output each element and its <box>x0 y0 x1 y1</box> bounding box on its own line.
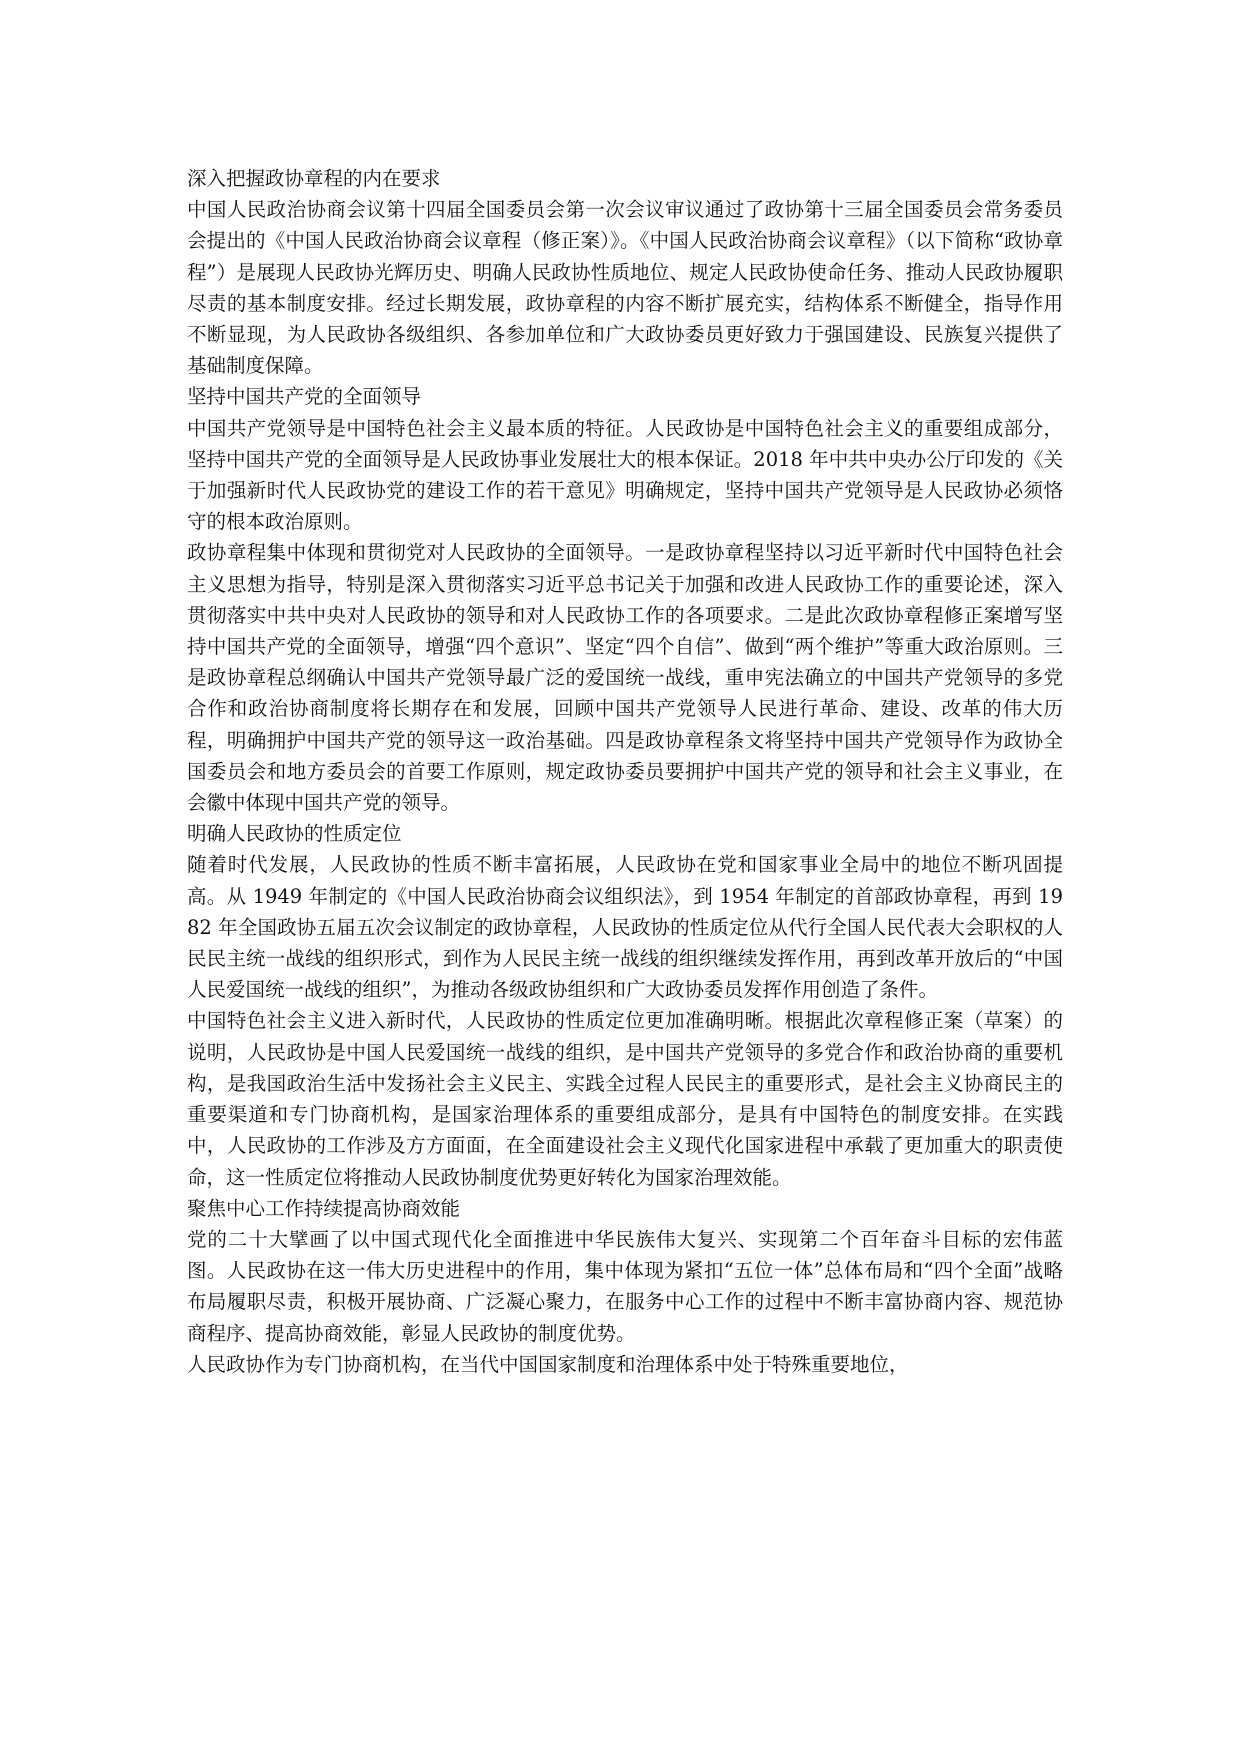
document-title: 深入把握政协章程的内在要求 <box>187 167 441 190</box>
section-heading: 聚焦中心工作持续提高协商效能 <box>187 1196 461 1220</box>
document-page <box>187 163 1063 1380</box>
paragraph: 人民政协作为专门协商机构，在当代中国国家制度和治理体系中处于特殊重要地位， <box>187 1352 909 1376</box>
paragraph: 中国特色社会主义进入新时代，人民政协的性质定位更加准确明晰。根据此次章程修正案（草案）的说明，人民政协是中国人民爱国统一战线的组织，是中国共产党领导的多党合作和政治协商的重要机构，是我国政治生活中发扬社会主义民主、实践全过程人民民主的重要形式，是社会主义协商民主的重要渠道和专门协商机构，是国家治理体系的重要组成部分，是具有中国特色的制度安排。在实践中，人民政协的工作涉及方方面面，在全面建设社会主义现代化国家进程中承载了更加重大的职责使命，这一性质定位将推动人民政协制度优势更好转化为国家治理效能。 <box>187 1009 1063 1189</box>
paragraph: 党的二十大擘画了以中国式现代化全面推进中华民族伟大复兴、实现第二个百年奋斗目标的宏伟蓝图。人民政协在这一伟大历史进程中的作用，集中体现为紧扣“五位一体”总体布局和“四个全面”战略布局履职尽责，积极开展协商、广泛凝心聚力，在服务中心工作的过程中不断丰富协商内容、规范协商程序、提高协商效能，彰显人民政协的制度优势。 <box>187 1227 1063 1345</box>
paragraph: 中国共产党领导是中国特色社会主义最本质的特征。人民政协是中国特色社会主义的重要组成部分，坚持中国共产党的全面领导是人民政协事业发展壮大的根本保证。2018 年中共中央办公厅印发的《关于加强新时代人民政协党的建设工作的若干意见》明确规定，坚持中国共产党领导是人民政协必须恪守的根本政治原则。 <box>187 416 1063 534</box>
paragraph: 中国人民政治协商会议第十四届全国委员会第一次会议审议通过了政协第十三届全国委员会常务委员会提出的《中国人民政治协商会议章程（修正案）》。《中国人民政治协商会议章程》（以下简称“政协章程”）是展现人民政协光辉历史、明确人民政协性质地位、规定人民政协使命任务、推动人民政协履职尽责的基本制度安排。经过长期发展，政协章程的内容不断扩展充实，结构体系不断健全，指导作用不断显现，为人民政协各级组织、各参加单位和广大政协委员更好致力于强国建设、民族复兴提供了基础制度保障。 <box>187 198 1063 378</box>
section-heading: 坚持中国共产党的全面领导 <box>187 385 422 409</box>
section-heading: 明确人民政协的性质定位 <box>187 822 402 846</box>
paragraph: 政协章程集中体现和贯彻党对人民政协的全面领导。一是政协章程坚持以习近平新时代中国特色社会主义思想为指导，特别是深入贯彻落实习近平总书记关于加强和改进人民政协工作的重要论述，深入贯彻落实中共中央对人民政协的领导和对人民政协工作的各项要求。二是此次政协章程修正案增写坚持中国共产党的全面领导，增强“四个意识”、坚定“四个自信”、做到“两个维护”等重大政治原则。三是政协章程总纲确认中国共产党领导最广泛的爱国统一战线，重申宪法确立的中国共产党领导的多党合作和政治协商制度将长期存在和发展，回顾中国共产党领导人民进行革命、建设、改革的伟大历程，明确拥护中国共产党的领导这一政治基础。四是政协章程条文将坚持中国共产党领导作为政协全国委员会和地方委员会的首要工作原则，规定政协委员要拥护中国共产党的领导和社会主义事业，在会徽中体现中国共产党的领导。 <box>187 541 1063 815</box>
paragraph: 随着时代发展，人民政协的性质不断丰富拓展，人民政协在党和国家事业全局中的地位不断巩固提高。从 1949 年制定的《中国人民政治协商会议组织法》，到 1954 年制定的首部政协章程，再到 1982 年全国政协五届五次会议制定的政协章程，人民政协的性质定位从代行全国人民代表大会职权的人民民主统一战线的组织形式，到作为人民民主统一战线的组织继续发挥作用，再到改革开放后的“中国人民爱国统一战线的组织”，为推动各级政协组织和广大政协委员发挥作用创造了条件。 <box>187 853 1063 1002</box>
